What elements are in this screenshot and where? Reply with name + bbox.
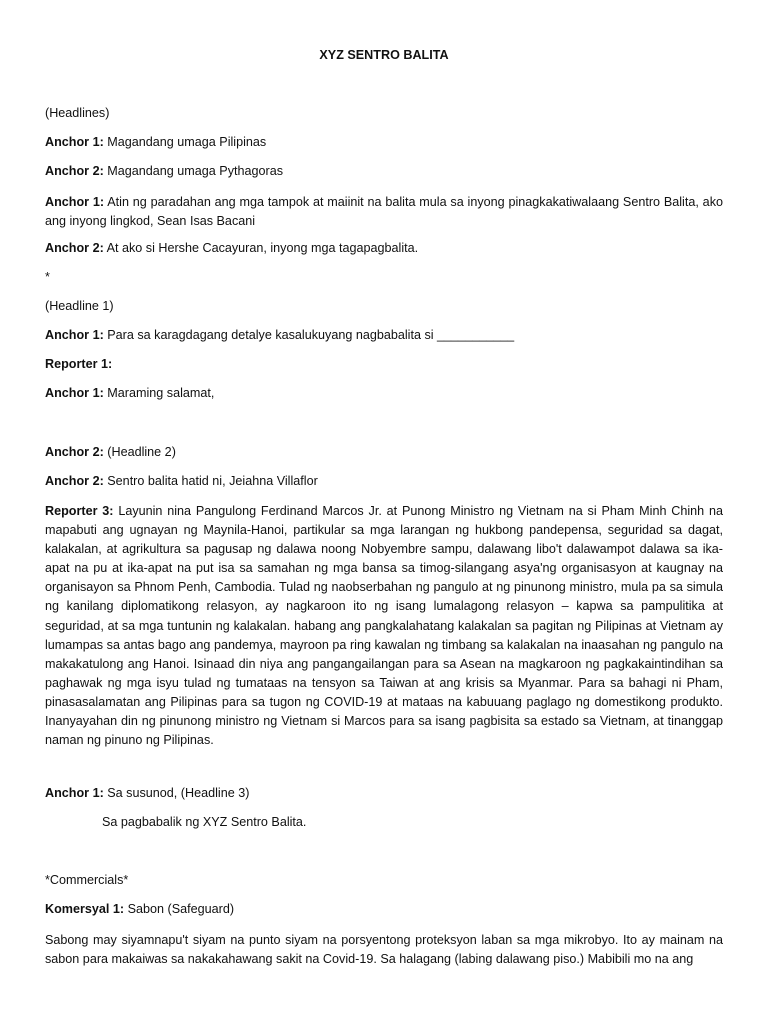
- speaker-label: Anchor 1:: [45, 786, 104, 800]
- script-line: [45, 902, 723, 916]
- script-line: [45, 193, 723, 231]
- script-line: [45, 445, 723, 459]
- headlines-marker: (Headlines): [45, 106, 110, 120]
- report-text: Layunin nina Pangulong Ferdinand Marcos Jr. at Punong Ministro ng Vietnam na si Pham Minh Chinh na mapabuti ang ugnayan ng Maynila-Hanoi, partikular sa mga larangan ng hukbong pandepensa, seguridad sa dagat, kalakalan, at agrikultura sa pagusap ng dalawa noong Nobyembre sampu, dalawang libo't dalawampot dalawa sa ika-apat na pu at ika-apat na put isa sa samahan ng mga bansa sa timog-silangang asya'ng organisasyon at kaugnay na organisayon sa Phnom Penh, Cambodia. Tulad ng naobserbahan ng pangulo at ng pinunong ministro, mula pa sa simula ng kanilang diplomatikong relasyon, ay nagkaroon ito ng isang lumalagong relasyon – kapwa sa pampulitika at seguridad, at sa mga tuntunin ng kalakalan. habang ang pangkalahatang kalakalan sa pagitan ng Pilipinas at Vietnam ay lumampas sa antas bago ang pandemya, mayroon pa ring kawalan ng timbang sa kalakalan na inaasahan ng pangulo na makakatulong ang Hanoi. Isinaad din niya ang pangangailangan para sa Asean na magkaroon ng pagkakaintindihan sa paghawak ng mga isyu tulad ng tumataas na tensyon sa Taiwan at ang krisis sa Myanmar. Para sa bahagi ni Pham, pinasasalamatan ang Pilipinas para sa tugon ng COVID-19 at mataas na kabuuang paglago ng domestikong produkto. Inanyayahan din ng pinunong ministro ng Vietnam si Marcos para sa isang pagbisita sa estado sa Vietnam, at tinanggap naman ng pinuno ng Pilipinas.: [45, 504, 723, 748]
- reporter-3-paragraph: [45, 502, 723, 750]
- headline-1-marker: (Headline 1): [45, 299, 114, 313]
- line-text: Para sa karagdagang detalye kasalukuyang nagbabalita si ___________: [103, 328, 515, 342]
- speaker-label: Reporter 1:: [45, 357, 113, 371]
- line-text: At ako si Hershe Cacayuran, inyong mga tagapagbalita.: [103, 241, 419, 255]
- speaker-label: Anchor 1:: [45, 328, 104, 342]
- commercial-paragraph: Sabong may siyamnapu't siyam na punto siyam na porsyentong proteksyon laban sa mga mikrobyo. Ito ay mainam na sabon para makaiwas sa nakakahawang sakit na Covid-19. Sa halagang (labing dalawang piso.) Mabibili mo na ang: [45, 933, 723, 967]
- script-line: [45, 474, 723, 488]
- speaker-label: Reporter 3:: [45, 504, 114, 518]
- document-title: XYZ SENTRO BALITA: [319, 48, 449, 62]
- speaker-label: Anchor 1:: [45, 386, 104, 400]
- script-line: [45, 164, 723, 178]
- script-line: [45, 328, 723, 342]
- speaker-label: Anchor 2:: [45, 241, 104, 255]
- speaker-label: Anchor 2:: [45, 445, 104, 459]
- line-text: Magandang umaga Pilipinas: [103, 135, 267, 149]
- line-text: Sabon (Safeguard): [124, 902, 235, 916]
- line-text: Sa susunod, (Headline 3): [103, 786, 250, 800]
- script-line: [45, 357, 723, 371]
- indented-line: Sa pagbabalik ng XYZ Sentro Balita.: [102, 815, 307, 829]
- speaker-label: Anchor 1:: [45, 195, 105, 209]
- speaker-label: Anchor 1:: [45, 135, 104, 149]
- speaker-label: Komersyal 1:: [45, 902, 125, 916]
- asterisk-separator: *: [45, 270, 50, 284]
- line-text: Magandang umaga Pythagoras: [103, 164, 284, 178]
- line-text: Maraming salamat,: [103, 386, 215, 400]
- line-text: (Headline 2): [103, 445, 176, 459]
- script-line: [45, 386, 723, 400]
- commercials-marker: *Commercials*: [45, 873, 129, 887]
- script-line: [45, 786, 723, 800]
- script-line: [45, 135, 723, 149]
- line-text: Atin ng paradahan ang mga tampok at maiinit na balita mula sa inyong pinagkakatiwalaang Sentro Balita, ako ang inyong lingkod, Sean Isas Bacani: [45, 195, 723, 229]
- speaker-label: Anchor 2:: [45, 474, 104, 488]
- script-line: [45, 241, 723, 255]
- speaker-label: Anchor 2:: [45, 164, 104, 178]
- line-text: Sentro balita hatid ni, Jeiahna Villaflor: [103, 474, 318, 488]
